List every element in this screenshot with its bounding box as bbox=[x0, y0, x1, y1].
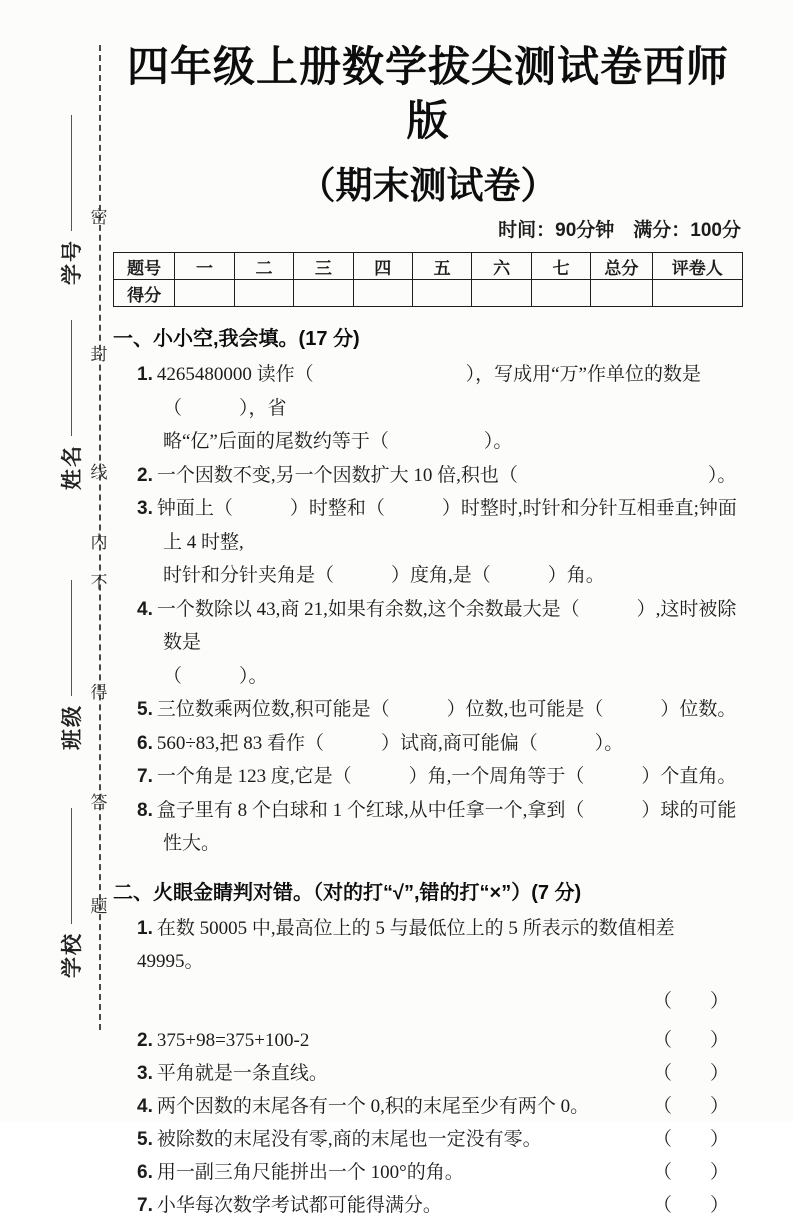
question-number: 5. bbox=[137, 1128, 153, 1150]
question-text: 375+98=375+100-2 bbox=[156, 1029, 310, 1051]
question-text: 钟面上（ ）时整和（ ）时整时,时针和分针互相垂直;钟面上 4 时整, bbox=[156, 498, 737, 553]
question-number: 7. bbox=[137, 1194, 153, 1216]
question-text: 被除数的末尾没有零,商的末尾也一定没有零。 bbox=[156, 1128, 542, 1150]
judge-question bbox=[113, 1156, 743, 1189]
question-number: 4. bbox=[137, 1095, 153, 1117]
question-text: 560÷83,把 83 看作（ ）试商,商可能偏（ ）。 bbox=[156, 732, 624, 754]
score-table-header-cell: 总分 bbox=[591, 253, 652, 280]
question-number: 5. bbox=[137, 699, 153, 720]
paper-subtitle: （期末测试卷） bbox=[298, 165, 558, 206]
score-table-header-cell: 四 bbox=[353, 253, 412, 280]
seal-char: 线 bbox=[90, 463, 108, 482]
answer-mark: （ ） bbox=[652, 1194, 729, 1216]
judge-question bbox=[113, 1024, 743, 1057]
answer-mark: （ ） bbox=[652, 1062, 729, 1084]
score-table-header-cell: 七 bbox=[531, 253, 590, 280]
answer-mark: （ ） bbox=[652, 1161, 729, 1183]
margin-field-label: 姓名 bbox=[61, 444, 84, 490]
score-table-score-row bbox=[114, 280, 743, 307]
answer-mark: （ ） bbox=[652, 1095, 729, 1117]
question bbox=[113, 693, 743, 727]
score-label-cell: 得分 bbox=[114, 280, 175, 307]
seal-char: 密 bbox=[90, 208, 108, 227]
score-blank-cell bbox=[294, 280, 353, 307]
seal-char: 内 bbox=[90, 533, 108, 552]
score-table-header-cell: 一 bbox=[175, 253, 234, 280]
question bbox=[113, 760, 743, 794]
answer-mark: （ ） bbox=[652, 1128, 729, 1150]
score-table-header-cell: 三 bbox=[294, 253, 353, 280]
seal-char: 答 bbox=[90, 793, 108, 812]
seal-char: 封 bbox=[90, 345, 108, 364]
question-text: 用一副三角尺能拼出一个 100°的角。 bbox=[156, 1161, 464, 1183]
margin-field-label: 班级 bbox=[61, 704, 84, 750]
question-text: 小华每次数学考试都可能得满分。 bbox=[156, 1194, 442, 1216]
question bbox=[113, 593, 743, 694]
question-text: （ ）。 bbox=[163, 665, 268, 687]
question-text: 一个数除以 43,商 21,如果有余数,这个余数最大是（ ）,这时被除数是 bbox=[156, 598, 737, 653]
margin-field-label: 学号 bbox=[61, 239, 84, 285]
question bbox=[113, 358, 743, 459]
write-line bbox=[71, 320, 72, 436]
question-text: 在数 50005 中,最高位上的 5 与最低位上的 5 所表示的数值相差 49995。 bbox=[137, 917, 675, 972]
score-blank-cell bbox=[531, 280, 590, 307]
score-blank-cell bbox=[234, 280, 293, 307]
question-text: 盒子里有 8 个白球和 1 个红球,从中任拿一个,拿到（ ）球的可能性大。 bbox=[156, 799, 737, 854]
question bbox=[113, 727, 743, 761]
seal-char: 得 bbox=[90, 683, 108, 702]
judge-question bbox=[113, 1090, 743, 1123]
question bbox=[113, 459, 743, 493]
question-text: 4265480000 读作（ ），写成用“万”作单位的数是（ ），省 bbox=[156, 364, 701, 419]
score-blank-cell bbox=[412, 280, 471, 307]
question-number: 1. bbox=[137, 364, 153, 385]
question-number: 7. bbox=[137, 766, 153, 787]
section-1-heading: 一、小小空,我会填。(17 分) bbox=[113, 328, 360, 350]
judge-question bbox=[113, 912, 743, 1018]
paper-title: 四年级上册数学拔尖测试卷西师版 bbox=[126, 43, 729, 144]
section-1-questions bbox=[113, 358, 743, 861]
question-number: 8. bbox=[137, 799, 153, 821]
question-text: 略“亿”后面的尾数约等于（ ）。 bbox=[163, 431, 513, 452]
score-table-header-cell: 五 bbox=[412, 253, 471, 280]
judge-question bbox=[113, 1123, 743, 1156]
margin-field-label: 学校 bbox=[61, 932, 84, 978]
exam-meta: 时间：90分钟 满分：100分 bbox=[498, 220, 741, 241]
question bbox=[113, 492, 743, 593]
score-blank-cell bbox=[353, 280, 412, 307]
question-number: 4. bbox=[137, 598, 153, 620]
score-blank-cell bbox=[472, 280, 531, 307]
question-number: 1. bbox=[137, 917, 153, 939]
question-text: 平角就是一条直线。 bbox=[156, 1062, 328, 1084]
answer-mark: （ ） bbox=[652, 1029, 729, 1051]
score-blank-cell bbox=[175, 280, 234, 307]
question-number: 3. bbox=[137, 1062, 153, 1084]
score-table-header-cell: 六 bbox=[472, 253, 531, 280]
question-text: 两个因数的末尾各有一个 0,积的末尾至少有两个 0。 bbox=[156, 1095, 590, 1117]
question-text: 一个因数不变,另一个因数扩大 10 倍,积也（ ）。 bbox=[156, 464, 737, 486]
section-2-heading: 二、火眼金睛判对错。（对的打“√”,错的打“×”）(7 分) bbox=[113, 881, 582, 904]
seal-char: 题 bbox=[90, 897, 108, 916]
question-text: 一个角是 123 度,它是（ ）角,一个周角等于（ ）个直角。 bbox=[156, 766, 737, 787]
main-content bbox=[113, 40, 743, 1222]
question-number: 6. bbox=[137, 732, 153, 754]
score-table-header-row bbox=[114, 253, 743, 280]
judge-question bbox=[113, 1189, 743, 1222]
score-table-header-cell: 评卷人 bbox=[652, 253, 742, 280]
write-line bbox=[71, 808, 72, 924]
score-blank-cell bbox=[652, 280, 742, 307]
question-text: 时针和分针夹角是（ ）度角,是（ ）角。 bbox=[163, 565, 605, 586]
seal-char: 不 bbox=[90, 573, 108, 592]
question-text: 三位数乘两位数,积可能是（ ）位数,也可能是（ ）位数。 bbox=[156, 699, 737, 720]
write-line bbox=[71, 115, 72, 231]
question-number: 2. bbox=[137, 464, 153, 486]
answer-mark: （ ） bbox=[652, 990, 729, 1012]
question bbox=[113, 794, 743, 861]
score-blank-cell bbox=[591, 280, 652, 307]
judge-question bbox=[113, 1057, 743, 1090]
score-table bbox=[113, 252, 743, 307]
question-number: 3. bbox=[137, 498, 153, 519]
score-table-header-cell: 二 bbox=[234, 253, 293, 280]
question-number: 6. bbox=[137, 1161, 153, 1183]
section-2-questions bbox=[113, 912, 743, 1222]
question-number: 2. bbox=[137, 1029, 153, 1051]
write-line bbox=[71, 580, 72, 696]
score-table-header-cell: 题号 bbox=[114, 253, 175, 280]
